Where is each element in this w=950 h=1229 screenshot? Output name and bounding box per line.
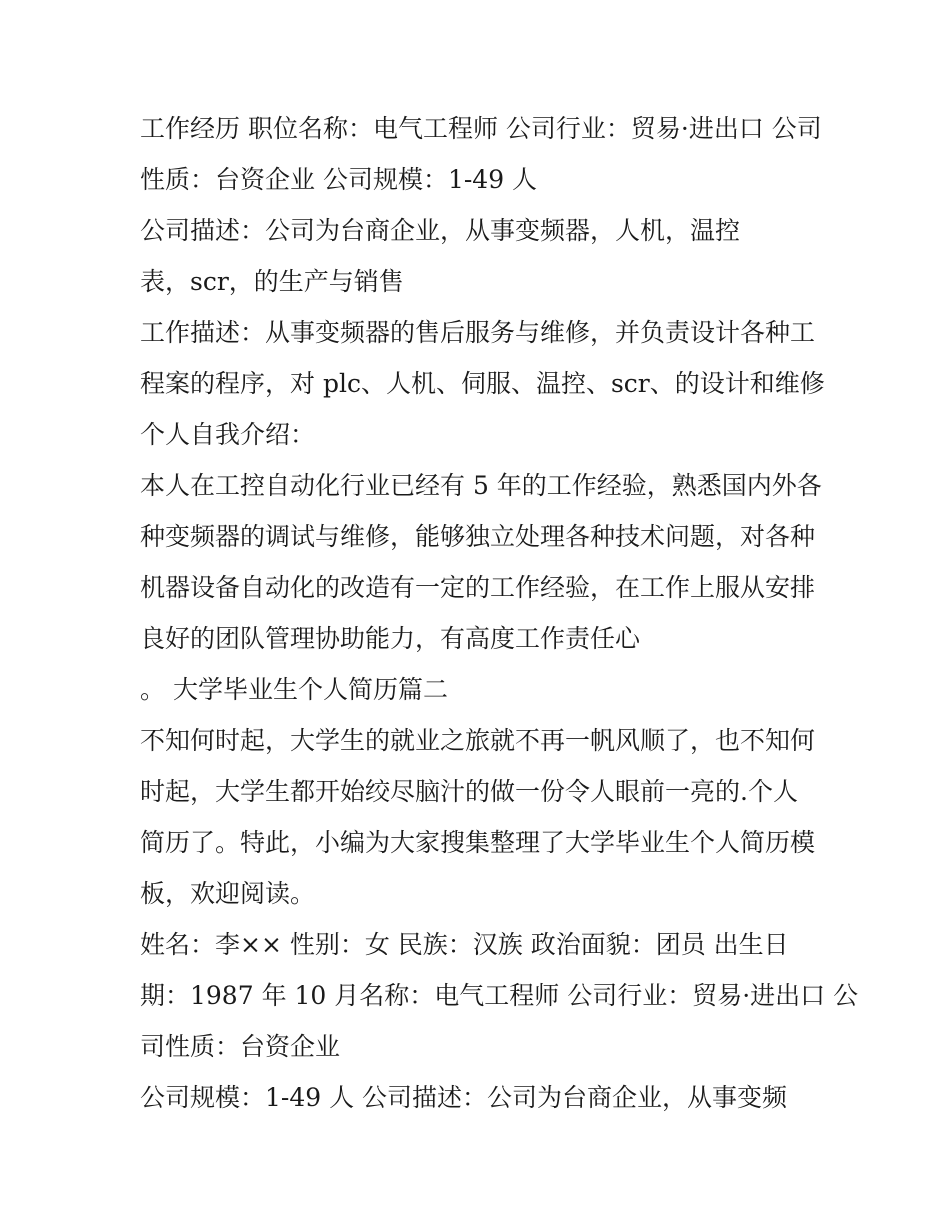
text-line: 时起，大学生都开始绞尽脑汁的做一份令人眼前一亮的.个人 — [140, 777, 798, 806]
text-line: 性质：台资企业 公司规模：1-49 人 — [140, 165, 538, 194]
text-line: 公司规模：1-49 人 公司描述：公司为台商企业，从事变频 — [140, 1083, 788, 1112]
text-line: 期：1987 年 10 月名称：电气工程师 公司行业：贸易·进出口 公 — [140, 981, 859, 1010]
text-line: 司性质：台资企业 — [140, 1032, 341, 1061]
section-heading: 。 大学毕业生个人简历篇二 — [140, 675, 448, 704]
text-line: 姓名：李×× 性别：女 民族：汉族 政治面貌：团员 出生日 — [140, 930, 789, 959]
text-line: 表，scr，的生产与销售 — [140, 267, 404, 296]
text-line: 种变频器的调试与维修，能够独立处理各种技术问题，对各种 — [140, 522, 816, 551]
text-line: 机器设备自动化的改造有一定的工作经验，在工作上服从安排 — [140, 573, 816, 602]
text-line: 本人在工控自动化行业已经有 5 年的工作经验，熟悉国内外各 — [140, 471, 822, 500]
text-line: 工作描述：从事变频器的售后服务与维修，并负责设计各种工 — [140, 318, 816, 347]
text-line: 板，欢迎阅读。 — [140, 879, 316, 908]
text-line: 公司描述：公司为台商企业，从事变频器，人机，温控 — [140, 216, 741, 245]
text-line: 工作经历 职位名称：电气工程师 公司行业：贸易·进出口 公司 — [140, 114, 822, 143]
text-line: 良好的团队管理协助能力，有高度工作责任心 — [140, 624, 641, 653]
text-line: 简历了。特此，小编为大家搜集整理了大学毕业生个人简历模 — [140, 828, 816, 857]
text-line: 个人自我介绍： — [140, 420, 316, 449]
text-line: 不知何时起，大学生的就业之旅就不再一帆风顺了，也不知何 — [140, 726, 816, 755]
text-line: 程案的程序，对 plc、人机、伺服、温控、scr、的设计和维修 — [140, 369, 825, 398]
